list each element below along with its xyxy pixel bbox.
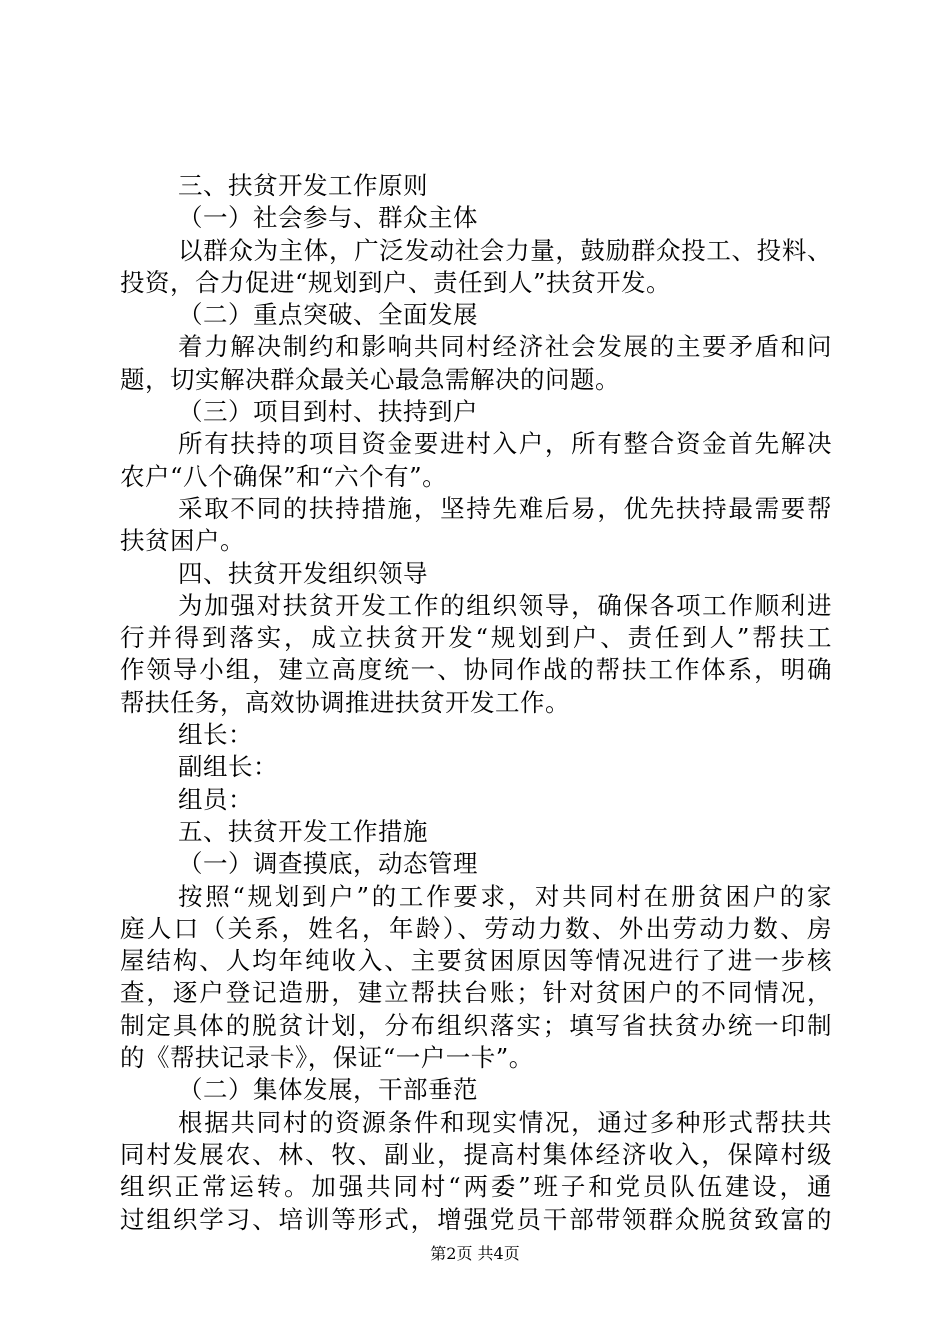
document-body (120, 170, 840, 1236)
text-line: 同村发展农、林、牧、副业，提高村集体经济收入，保障村级 (120, 1139, 832, 1169)
text-line: 副组长： (178, 752, 278, 782)
text-line: 查，逐户登记造册，建立帮扶台账；针对贫困户的不同情况， (120, 978, 832, 1008)
text-line: 投资，合力促进“规划到户、责任到人”扶贫开发。 (120, 267, 672, 297)
text-line: （一）社会参与、群众主体 (178, 203, 478, 233)
text-line: 为加强对扶贫开发工作的组织领导，确保各项工作顺利进 (178, 590, 832, 620)
text-line: （二）集体发展，干部垂范 (178, 1075, 478, 1105)
text-line: 采取不同的扶持措施，坚持先难后易，优先扶持最需要帮 (178, 493, 832, 523)
text-line: 屋结构、人均年纯收入、主要贫困原因等情况进行了进一步核 (120, 946, 832, 976)
text-line: 所有扶持的项目资金要进村入户，所有整合资金首先解决 (178, 429, 832, 459)
text-line: 组织正常运转。加强共同村“两委”班子和党员队伍建设，通 (120, 1172, 832, 1202)
text-line: 以群众为主体，广泛发动社会力量，鼓励群众投工、投料、 (178, 235, 832, 265)
text-line: 过组织学习、培训等形式，增强党员干部带领群众脱贫致富的 (120, 1204, 832, 1234)
text-line: 着力解决制约和影响共同村经济社会发展的主要矛盾和问 (178, 332, 832, 362)
text-line: （二）重点突破、全面发展 (178, 300, 478, 330)
text-line: （一）调查摸底，动态管理 (178, 849, 478, 879)
text-line: 题，切实解决群众最关心最急需解决的问题。 (120, 364, 620, 394)
text-line: 的《帮扶记录卡》，保证“一户一卡”。 (120, 1043, 534, 1073)
text-line: 四、扶贫开发组织领导 (178, 558, 428, 588)
text-line: （三）项目到村、扶持到户 (178, 397, 478, 427)
text-line: 制定具体的脱贫计划，分布组织落实；填写省扶贫办统一印制 (120, 1010, 832, 1040)
text-line: 五、扶贫开发工作措施 (178, 816, 428, 846)
text-line: 庭人口（关系，姓名，年龄）、劳动力数、外出劳动力数、房 (120, 913, 832, 943)
text-line: 根据共同村的资源条件和现实情况，通过多种形式帮扶共 (178, 1107, 832, 1137)
text-line: 农户“八个确保”和“六个有”。 (120, 461, 448, 491)
text-line: 组员： (178, 784, 253, 814)
text-line: 作领导小组，建立高度统一、协同作战的帮扶工作体系，明确 (120, 655, 832, 685)
text-line: 扶贫困户。 (120, 526, 245, 556)
text-line: 按照“规划到户”的工作要求，对共同村在册贫困户的家 (178, 881, 832, 911)
text-line: 行并得到落实，成立扶贫开发“规划到户、责任到人”帮扶工 (120, 623, 832, 653)
page-footer: 第2页 共4页 (430, 1244, 520, 1263)
text-line: 组长： (178, 720, 253, 750)
text-line: 帮扶任务，高效协调推进扶贫开发工作。 (120, 687, 570, 717)
text-line: 三、扶贫开发工作原则 (178, 171, 428, 200)
